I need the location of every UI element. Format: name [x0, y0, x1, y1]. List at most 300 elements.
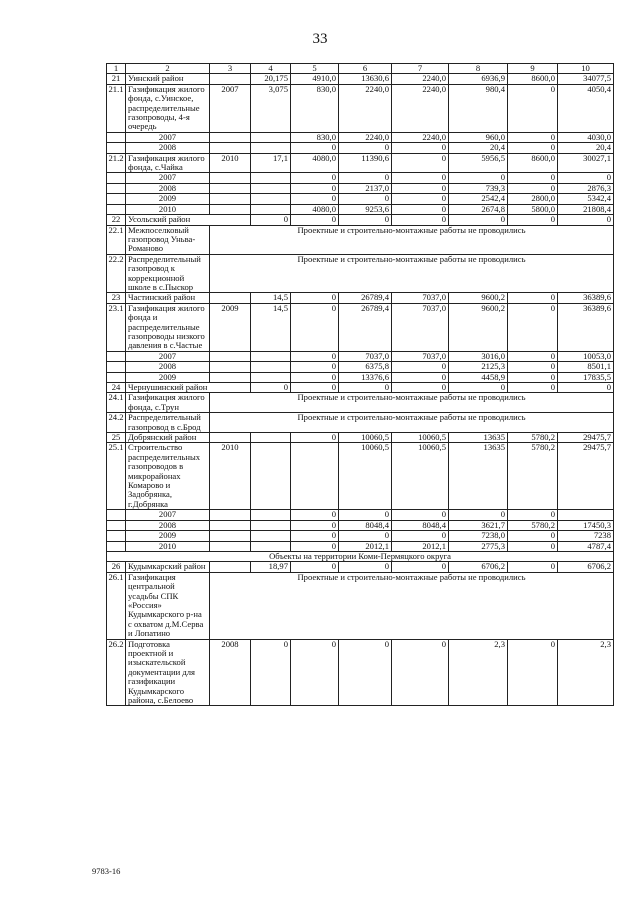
- value-cell: 0: [508, 362, 558, 372]
- value-cell: 0: [291, 183, 339, 193]
- status-note: Проектные и строительно-монтажные работы не проводились: [210, 572, 614, 639]
- value-cell: 9253,6: [339, 204, 392, 214]
- object-name: Газификация жилого фонда, с.Трун: [126, 393, 210, 413]
- value-cell: 2800,0: [508, 194, 558, 204]
- value-cell: 0: [449, 510, 508, 520]
- value-cell: 0: [291, 541, 339, 551]
- value-cell: 0: [392, 383, 449, 393]
- year-label: 2008: [126, 362, 210, 372]
- value-cell: 2,3: [558, 639, 614, 706]
- row-number: [107, 531, 126, 541]
- table-row: [107, 541, 614, 551]
- value-cell: 6375,8: [339, 362, 392, 372]
- table-row: [107, 351, 614, 361]
- value-cell: 26789,4: [339, 293, 392, 303]
- object-name: Частинский район: [126, 293, 210, 303]
- value-cell: 26789,4: [339, 303, 392, 351]
- status-note: Проектные и строительно-монтажные работы не проводились: [210, 393, 614, 413]
- value-cell: 0: [449, 215, 508, 225]
- value-cell: 0: [251, 383, 291, 393]
- value-cell: 0: [291, 639, 339, 706]
- value-cell: [251, 132, 291, 142]
- table-row: [107, 383, 614, 393]
- value-cell: 0: [291, 510, 339, 520]
- completion-year: [210, 143, 251, 153]
- value-cell: 7037,0: [392, 293, 449, 303]
- table-row: [107, 413, 614, 433]
- value-cell: 9600,2: [449, 303, 508, 351]
- value-cell: 3621,7: [449, 520, 508, 530]
- status-note: Проектные и строительно-монтажные работы не проводились: [210, 413, 614, 433]
- value-cell: 0: [449, 173, 508, 183]
- value-cell: [251, 443, 291, 510]
- status-note: Проектные и строительно-монтажные работы не проводились: [210, 254, 614, 293]
- table-row: [107, 215, 614, 225]
- completion-year: [210, 132, 251, 142]
- value-cell: 29475,7: [558, 433, 614, 443]
- value-cell: 11390,6: [339, 153, 392, 173]
- page-number: 33: [312, 31, 328, 47]
- table-row: [107, 639, 614, 706]
- value-cell: 36389,6: [558, 293, 614, 303]
- object-name: Распределительный газопровод в с.Брод: [126, 413, 210, 433]
- value-cell: 0: [508, 132, 558, 142]
- row-number: [107, 351, 126, 361]
- row-number: 26.1: [107, 572, 126, 639]
- column-number-9: 9: [508, 64, 558, 74]
- value-cell: 0: [291, 303, 339, 351]
- row-number: 26.2: [107, 639, 126, 706]
- column-number-6: 6: [339, 64, 392, 74]
- value-cell: 10060,5: [339, 443, 392, 510]
- value-cell: 0: [339, 639, 392, 706]
- value-cell: [251, 520, 291, 530]
- value-cell: 980,4: [449, 84, 508, 132]
- table-row: [107, 372, 614, 382]
- value-cell: 0: [392, 183, 449, 193]
- value-cell: 0: [558, 173, 614, 183]
- value-cell: 0: [291, 433, 339, 443]
- value-cell: 0: [339, 562, 392, 572]
- value-cell: 0: [558, 383, 614, 393]
- table-row: [107, 393, 614, 413]
- document-code: 9783-16: [92, 866, 121, 876]
- value-cell: 0: [392, 531, 449, 541]
- value-cell: 2240,0: [392, 84, 449, 132]
- value-cell: 0: [392, 510, 449, 520]
- value-cell: 8501,1: [558, 362, 614, 372]
- table-row: [107, 562, 614, 572]
- row-number: [107, 541, 126, 551]
- table-row: [107, 74, 614, 84]
- table-row: [107, 362, 614, 372]
- value-cell: [251, 362, 291, 372]
- row-number: 21: [107, 74, 126, 84]
- row-number: 24.2: [107, 413, 126, 433]
- value-cell: 18,97: [251, 562, 291, 572]
- completion-year: [210, 433, 251, 443]
- completion-year: [210, 520, 251, 530]
- object-name: Подготовка проектной и изыскательской документации для газификации Кудымкарского района, с.Белоево: [126, 639, 210, 706]
- value-cell: [251, 541, 291, 551]
- row-number: 21.1: [107, 84, 126, 132]
- year-label: 2008: [126, 183, 210, 193]
- value-cell: 0: [291, 215, 339, 225]
- value-cell: 0: [508, 173, 558, 183]
- column-number-2: 2: [126, 64, 210, 74]
- table-row: [107, 572, 614, 639]
- row-number: 24.1: [107, 393, 126, 413]
- value-cell: 0: [508, 183, 558, 193]
- completion-year: [210, 183, 251, 193]
- object-name: Кудымкарский район: [126, 562, 210, 572]
- column-number-4: 4: [251, 64, 291, 74]
- value-cell: 0: [392, 372, 449, 382]
- value-cell: 5780,2: [508, 443, 558, 510]
- column-number-3: 3: [210, 64, 251, 74]
- table-row: [107, 153, 614, 173]
- value-cell: 3,075: [251, 84, 291, 132]
- object-name: Распределительный газопровод к коррекционной школе в с.Пыскор: [126, 254, 210, 293]
- value-cell: 4030,0: [558, 132, 614, 142]
- value-cell: 7238: [558, 531, 614, 541]
- row-number: [107, 143, 126, 153]
- value-cell: 2125,3: [449, 362, 508, 372]
- value-cell: 20,4: [449, 143, 508, 153]
- value-cell: 4080,0: [291, 204, 339, 214]
- value-cell: 5342,4: [558, 194, 614, 204]
- value-cell: 0: [251, 639, 291, 706]
- value-cell: 0: [291, 520, 339, 530]
- table-row: [107, 531, 614, 541]
- column-number-5: 5: [291, 64, 339, 74]
- value-cell: [251, 531, 291, 541]
- value-cell: 0: [392, 215, 449, 225]
- value-cell: 0: [291, 531, 339, 541]
- value-cell: 3016,0: [449, 351, 508, 361]
- value-cell: 0: [291, 372, 339, 382]
- value-cell: 14,5: [251, 293, 291, 303]
- row-number: [107, 132, 126, 142]
- value-cell: 8048,4: [339, 520, 392, 530]
- year-label: 2007: [126, 173, 210, 183]
- row-number: 25.1: [107, 443, 126, 510]
- object-name: Уинский район: [126, 74, 210, 84]
- table-row: [107, 183, 614, 193]
- completion-year: 2009: [210, 303, 251, 351]
- value-cell: 0: [392, 362, 449, 372]
- value-cell: [251, 194, 291, 204]
- column-number-10: 10: [558, 64, 614, 74]
- value-cell: 10060,5: [392, 443, 449, 510]
- value-cell: 2,3: [449, 639, 508, 706]
- value-cell: 0: [508, 143, 558, 153]
- object-name: Чернушинский район: [126, 383, 251, 393]
- value-cell: 0: [508, 351, 558, 361]
- value-cell: 0: [508, 303, 558, 351]
- value-cell: 960,0: [449, 132, 508, 142]
- object-name: Усольский район: [126, 215, 251, 225]
- value-cell: 0: [291, 362, 339, 372]
- value-cell: 0: [508, 531, 558, 541]
- row-number: [107, 520, 126, 530]
- row-number: 25: [107, 433, 126, 443]
- value-cell: 0: [392, 173, 449, 183]
- value-cell: 0: [339, 215, 392, 225]
- value-cell: 2240,0: [339, 84, 392, 132]
- value-cell: 2240,0: [392, 74, 449, 84]
- table-row: [107, 293, 614, 303]
- value-cell: 5800,0: [508, 204, 558, 214]
- value-cell: 0: [392, 153, 449, 173]
- year-label: 2009: [126, 531, 210, 541]
- value-cell: 2674,8: [449, 204, 508, 214]
- table-body: [107, 64, 614, 706]
- value-cell: 7238,0: [449, 531, 508, 541]
- gasification-table-wrapper: [106, 63, 613, 706]
- value-cell: 0: [339, 531, 392, 541]
- table-row: [107, 303, 614, 351]
- value-cell: 5780,2: [508, 520, 558, 530]
- value-cell: [251, 351, 291, 361]
- value-cell: 0: [291, 351, 339, 361]
- value-cell: 4910,0: [291, 74, 339, 84]
- value-cell: 830,0: [291, 132, 339, 142]
- value-cell: 4050,4: [558, 84, 614, 132]
- value-cell: 0: [251, 215, 291, 225]
- year-label: 2007: [126, 132, 210, 142]
- table-row: [107, 433, 614, 443]
- table-row: [107, 204, 614, 214]
- completion-year: [210, 194, 251, 204]
- value-cell: 6706,2: [449, 562, 508, 572]
- value-cell: 13376,6: [339, 372, 392, 382]
- value-cell: 10060,5: [339, 433, 392, 443]
- value-cell: 0: [508, 510, 558, 520]
- value-cell: 17450,3: [558, 520, 614, 530]
- value-cell: 20,175: [251, 74, 291, 84]
- completion-year: [210, 531, 251, 541]
- table-row: [107, 510, 614, 520]
- value-cell: 0: [508, 215, 558, 225]
- table-row: [107, 520, 614, 530]
- row-number: 22: [107, 215, 126, 225]
- year-label: 2009: [126, 194, 210, 204]
- year-label: 2010: [126, 541, 210, 551]
- value-cell: 34077,5: [558, 74, 614, 84]
- value-cell: 0: [291, 194, 339, 204]
- object-name: Газификация жилого фонда, с.Чайка: [126, 153, 210, 173]
- year-label: 2007: [126, 510, 210, 520]
- status-note: Проектные и строительно-монтажные работы не проводились: [210, 225, 614, 254]
- value-cell: 8600,0: [508, 74, 558, 84]
- value-cell: [251, 183, 291, 193]
- value-cell: [291, 443, 339, 510]
- row-number: [107, 204, 126, 214]
- value-cell: 0: [339, 194, 392, 204]
- column-number-8: 8: [449, 64, 508, 74]
- completion-year: 2008: [210, 639, 251, 706]
- value-cell: 0: [291, 293, 339, 303]
- value-cell: 0: [558, 215, 614, 225]
- value-cell: 10053,0: [558, 351, 614, 361]
- row-number: 22.2: [107, 254, 126, 293]
- completion-year: [210, 293, 251, 303]
- column-number-1: 1: [107, 64, 126, 74]
- value-cell: 29475,7: [558, 443, 614, 510]
- value-cell: 4787,4: [558, 541, 614, 551]
- object-name: Газификация жилого фонда, с.Уинское, распределительные газопроводы, 4-я очередь: [126, 84, 210, 132]
- year-label: 2007: [126, 351, 210, 361]
- value-cell: 2137,0: [339, 183, 392, 193]
- completion-year: [210, 372, 251, 382]
- value-cell: 8048,4: [392, 520, 449, 530]
- value-cell: 17835,5: [558, 372, 614, 382]
- table-row: [107, 225, 614, 254]
- row-number: 23.1: [107, 303, 126, 351]
- year-label: 2008: [126, 143, 210, 153]
- table-row: [107, 84, 614, 132]
- row-number: [107, 372, 126, 382]
- value-cell: 0: [508, 372, 558, 382]
- value-cell: 0: [291, 173, 339, 183]
- value-cell: 0: [508, 293, 558, 303]
- value-cell: 13635: [449, 433, 508, 443]
- completion-year: 2010: [210, 153, 251, 173]
- object-name: Газификация жилого фонда и распределительные газопроводы низкого давления в с.Частые: [126, 303, 210, 351]
- row-number: 24: [107, 383, 126, 393]
- year-label: 2010: [126, 204, 210, 214]
- value-cell: 830,0: [291, 84, 339, 132]
- value-cell: 7037,0: [392, 351, 449, 361]
- value-cell: 0: [291, 383, 339, 393]
- table-header-row: [107, 64, 614, 74]
- value-cell: 2012,1: [339, 541, 392, 551]
- value-cell: 2876,3: [558, 183, 614, 193]
- value-cell: 0: [392, 639, 449, 706]
- table-row: [107, 254, 614, 293]
- value-cell: 17,1: [251, 153, 291, 173]
- table-row: [107, 194, 614, 204]
- object-name: Добрянский район: [126, 433, 210, 443]
- year-label: 2009: [126, 372, 210, 382]
- completion-year: 2010: [210, 443, 251, 510]
- value-cell: 9600,2: [449, 293, 508, 303]
- table-row: [107, 143, 614, 153]
- row-number: [107, 510, 126, 520]
- value-cell: [558, 510, 614, 520]
- section-title: Объекты на территории Коми-Пермяцкого округа: [107, 551, 614, 561]
- value-cell: 0: [291, 143, 339, 153]
- value-cell: [251, 204, 291, 214]
- value-cell: 0: [392, 143, 449, 153]
- table-row: [107, 132, 614, 142]
- value-cell: 739,3: [449, 183, 508, 193]
- row-number: 21.2: [107, 153, 126, 173]
- object-name: Строительство распределительных газопроводов в микрорайонах Комарово и Задобрянка, г.Добрянка: [126, 443, 210, 510]
- value-cell: 8600,0: [508, 153, 558, 173]
- table-row: [107, 443, 614, 510]
- value-cell: 7037,0: [339, 351, 392, 361]
- value-cell: 0: [392, 194, 449, 204]
- object-name: Газификация центральной усадьбы СПК «Россия» Кудымкарского р-на с охватом д.М.Серва и Лопатино: [126, 572, 210, 639]
- completion-year: [210, 510, 251, 520]
- value-cell: 36389,6: [558, 303, 614, 351]
- value-cell: 7037,0: [392, 303, 449, 351]
- value-cell: [251, 173, 291, 183]
- row-number: 23: [107, 293, 126, 303]
- value-cell: 4458,9: [449, 372, 508, 382]
- row-number: [107, 362, 126, 372]
- row-number: [107, 194, 126, 204]
- value-cell: 0: [449, 383, 508, 393]
- value-cell: 0: [339, 143, 392, 153]
- table-row: [107, 173, 614, 183]
- value-cell: 2240,0: [392, 132, 449, 142]
- object-name: Межпоселковый газопровод Уньва-Романово: [126, 225, 210, 254]
- value-cell: 30027,1: [558, 153, 614, 173]
- value-cell: 2240,0: [339, 132, 392, 142]
- value-cell: 6706,2: [558, 562, 614, 572]
- value-cell: 13630,6: [339, 74, 392, 84]
- value-cell: 14,5: [251, 303, 291, 351]
- value-cell: [251, 510, 291, 520]
- value-cell: 0: [508, 541, 558, 551]
- value-cell: 0: [339, 173, 392, 183]
- value-cell: 13635: [449, 443, 508, 510]
- row-number: [107, 183, 126, 193]
- completion-year: [210, 351, 251, 361]
- value-cell: 21808,4: [558, 204, 614, 214]
- value-cell: [251, 372, 291, 382]
- column-number-7: 7: [392, 64, 449, 74]
- value-cell: 0: [508, 84, 558, 132]
- value-cell: 2012,1: [392, 541, 449, 551]
- completion-year: [210, 362, 251, 372]
- value-cell: 0: [508, 562, 558, 572]
- value-cell: 20,4: [558, 143, 614, 153]
- row-number: 26: [107, 562, 126, 572]
- value-cell: 0: [291, 562, 339, 572]
- value-cell: 2542,4: [449, 194, 508, 204]
- value-cell: 0: [392, 204, 449, 214]
- completion-year: [210, 173, 251, 183]
- completion-year: [210, 562, 251, 572]
- value-cell: 2775,3: [449, 541, 508, 551]
- value-cell: 6936,9: [449, 74, 508, 84]
- value-cell: 4080,0: [291, 153, 339, 173]
- value-cell: [251, 143, 291, 153]
- gasification-table: [106, 63, 614, 706]
- row-number: 22.1: [107, 225, 126, 254]
- completion-year: [210, 204, 251, 214]
- row-number: [107, 173, 126, 183]
- value-cell: 0: [508, 639, 558, 706]
- completion-year: [210, 74, 251, 84]
- value-cell: [251, 433, 291, 443]
- completion-year: 2007: [210, 84, 251, 132]
- table-row: [107, 551, 614, 561]
- value-cell: 0: [339, 383, 392, 393]
- value-cell: 0: [339, 510, 392, 520]
- value-cell: 5956,5: [449, 153, 508, 173]
- value-cell: 0: [392, 562, 449, 572]
- value-cell: 10060,5: [392, 433, 449, 443]
- value-cell: 5780,2: [508, 433, 558, 443]
- value-cell: 0: [508, 383, 558, 393]
- year-label: 2008: [126, 520, 210, 530]
- completion-year: [210, 541, 251, 551]
